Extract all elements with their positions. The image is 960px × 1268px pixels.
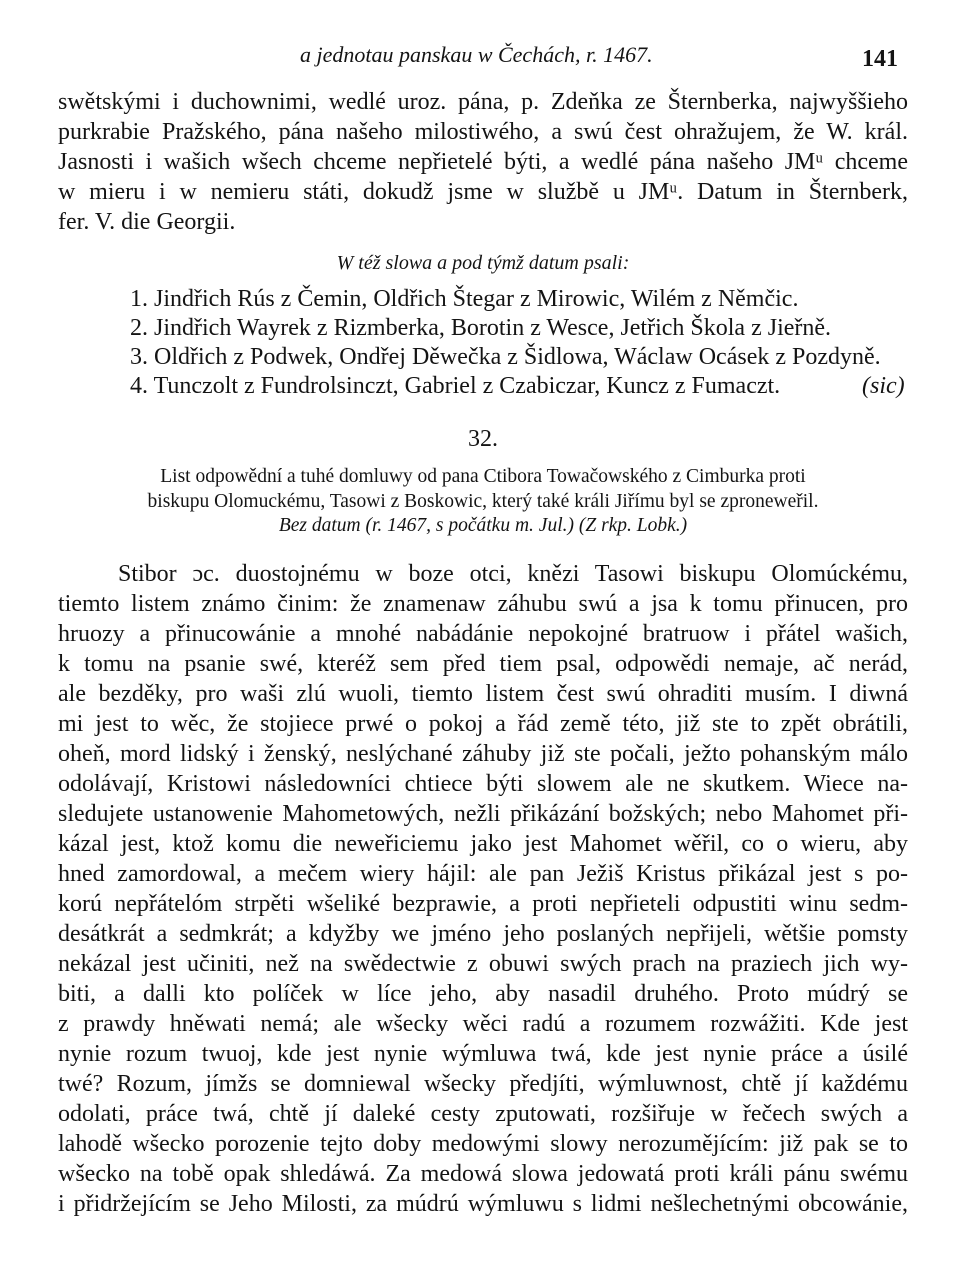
body-line: z prawdy hněwati nemá; ale wšecky wěci radú a rozumem rozwážiti. Kde jest (58, 1011, 908, 1037)
body-line: Stibor ɔc. duostojnému w boze otci, knězi Tasowi biskupu Olomúckému, (118, 561, 908, 587)
body-line: biti, a dalli kto políček w líce jeho, aby nasadil druhého. Proto múdrý se (58, 981, 908, 1007)
body-line: desátkrát a sedmkrát; a kdyžby we jméno jeho poslaných nepřijeli, wětšie pomsty (58, 921, 908, 947)
intro-line: purkrabie Pražského, pána našeho milostiwého, a swú čest ohražujem, že W. král. (58, 119, 908, 145)
body-line: lahodě wšecko porozenie tejto doby medowými slowy nerozumějícím: již pak se to (58, 1131, 908, 1157)
body-line: k tomu na psanie swé, kteréž sem před tiem psal, odpowědi nemaje, ač nerád, (58, 651, 908, 677)
body-line: nynie rozum twuoj, kde jest nynie wýmluwa twá, kde jest nynie práce a úsilé (58, 1041, 908, 1067)
signatory-line: 4. Tunczolt z Fundrolsinczt, Gabriel z Czabiczar, Kuncz z Fumaczt. (130, 373, 781, 399)
body-line: odolávají, Kristowi následowníci chtiece býti slowem ale ne skutkem. Wiece na- (58, 771, 908, 797)
body-line: kázal jest, ktož komu die neweřiciemu jako jest Mahomet wěřil, co o wieru, aby (58, 831, 908, 857)
body-line: oheň, mord lidský i ženský, neslýchané záhuby již ste počali, ježto pohanským málo (58, 741, 908, 767)
running-header: a jednotau panskau w Čechách, r. 1467. (300, 42, 653, 67)
body-line: i přidržejícím se Jeho Milosti, za múdrú wýmluwu s lidmi nešlechetnými obcowánie, (58, 1191, 908, 1217)
document-number: 32. (468, 426, 498, 452)
signatory-line: 1. Jindřich Rús z Čemin, Oldřich Štegar z Mirowic, Wilém z Němčic. (130, 286, 799, 312)
document-heading-line: List odpowědní a tuhé domluwy od pana Ctibora Towačowského z Cimburka proti (160, 466, 806, 487)
intro-line: swětskými i duchownimi, wedlé uroz. pána, p. Zdeňka ze Šternberka, najwyššieho (58, 89, 908, 115)
body-line: hned zamordowal, a mečem wiery hájil: ale pan Ježiš Kristus přikázal jest s po- (58, 861, 908, 887)
signatory-line: 2. Jindřich Wayrek z Rizmberka, Borotin z Wesce, Jetřich Škola z Jieřně. (130, 315, 832, 341)
subheading: W též slowa a pod týmž datum psali: (336, 252, 630, 274)
document-heading-line: biskupu Olomuckému, Tasowi z Boskowic, který také králi Jiřímu byl se zproneweřil. (147, 491, 819, 512)
body-line: tiemto listem známo činim: že znamenaw záhubu swú a jsa k tomu přinucen, pro (58, 591, 908, 617)
body-line: mi jest to wěc, že stojiece prwé o pokoj a řád země této, již ste to zpět obrátili, (58, 711, 908, 737)
body-line: odolati, práce twá, chtě jí daleké cesty zputowati, rozšiřuje w řečech swých a (58, 1101, 908, 1127)
body-line: korú nepřátelóm strpěti wšeliké bezprawie, a proti nepřieteli odpustiti winu sedm- (58, 891, 908, 917)
sic-note: (sic) (862, 373, 905, 399)
body-line: hruozy a přinucowánie a mnohé nabádánie nepokojné bratruow i přátel wašich, (58, 621, 908, 647)
date-line: Bez datum (r. 1467, s počátku m. Jul.) (Z rkp. Lobk.) (278, 515, 688, 536)
signatory-line: 3. Oldřich z Podwek, Ondřej Děwečka z Šidlowa, Wáclaw Ocásek z Pozdyně. (130, 344, 881, 370)
body-line: ale bezděky, pro waši zlú wuoli, tiemto listem čest swú ohraditi musím. I diwná (58, 681, 908, 707)
body-line: sledujete ustanowenie Mahometowých, nežli přikázání božských; nebo Mahomet při- (58, 801, 908, 827)
body-line: wšecko na tobě opak shledáwá. Za medowá slowa jedowatá proti králi pánu swému (58, 1161, 908, 1187)
body-line: nekázal jest učiniti, než na swědectwie z obuwi swých prach na praziech jich wy- (58, 951, 908, 977)
intro-line: fer. V. die Georgii. (58, 209, 236, 235)
body-line: twé? Rozum, jímžs se domniewal wšecky předjíti, wýmluwnost, chtě jí každému (58, 1071, 908, 1097)
intro-line: w mieru i w nemieru státi, dokudž jsme w službě u JMᵘ. Datum in Šternberk, (58, 179, 908, 205)
page-number: 141 (862, 46, 898, 72)
intro-line: Jasnosti i wašich wšech chceme nepřietelé býti, a wedlé pána našeho JMᵘ chceme (58, 149, 908, 175)
